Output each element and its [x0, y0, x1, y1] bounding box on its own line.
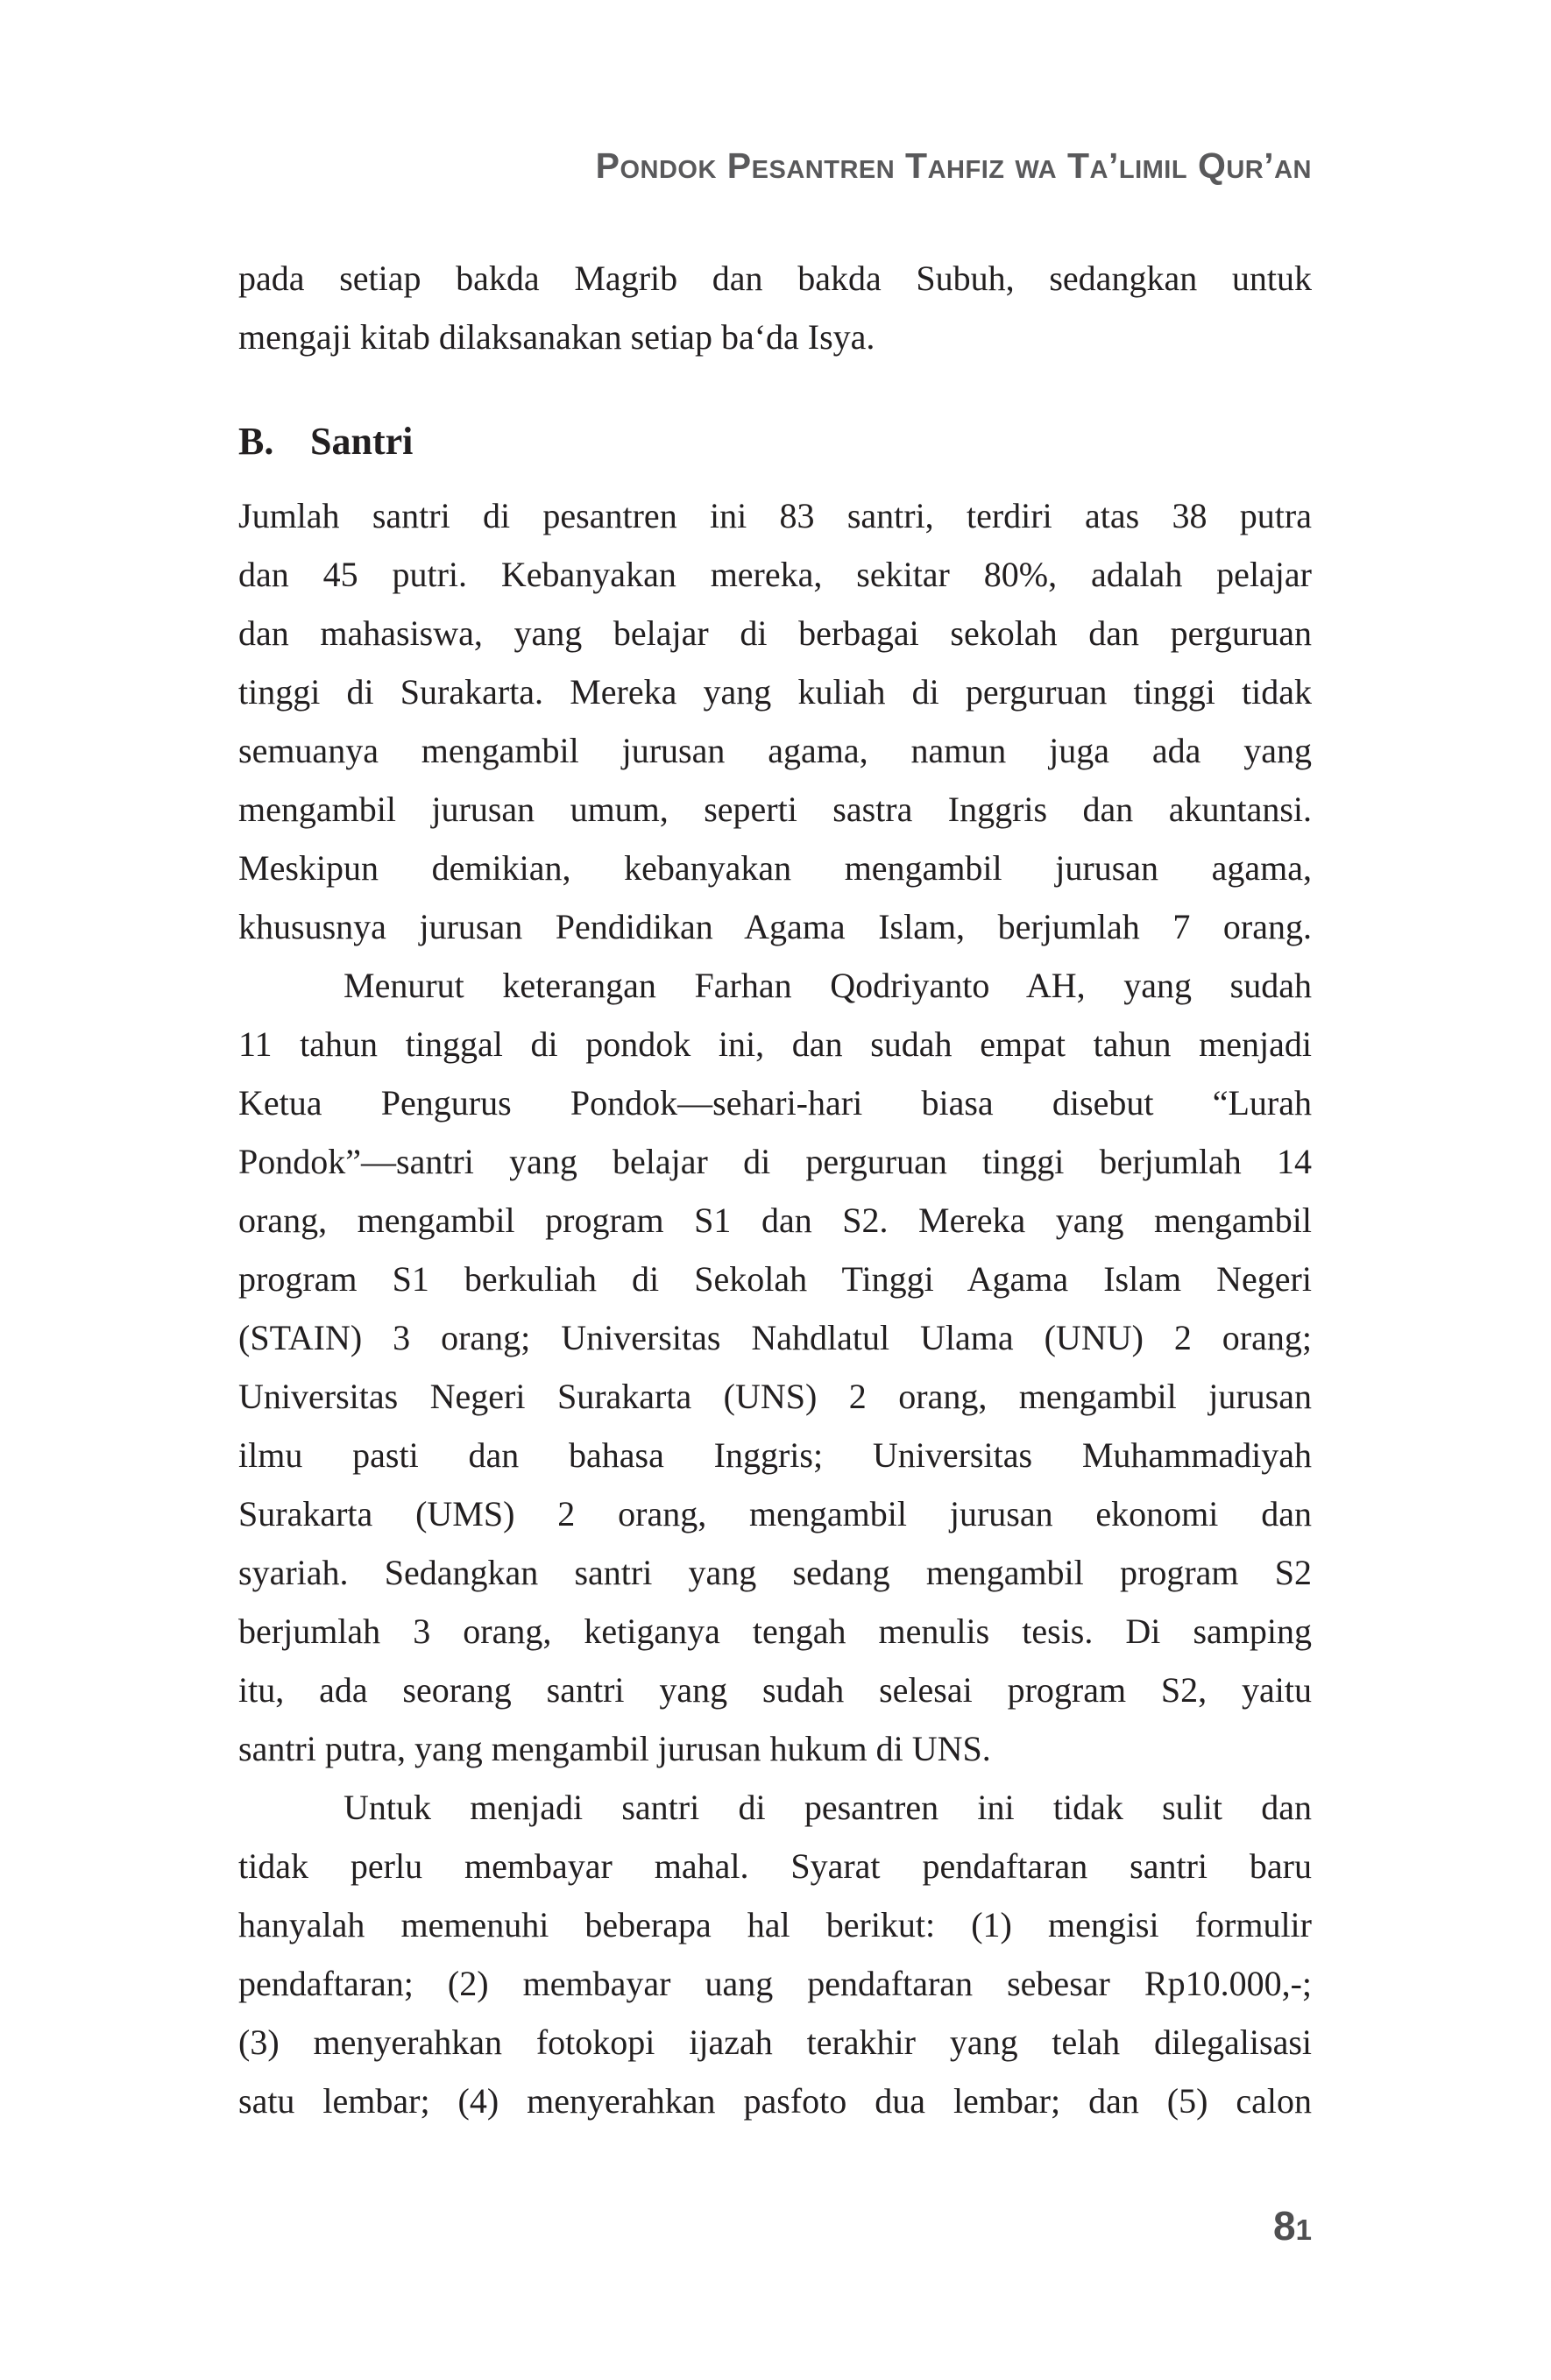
text-line: Menurut keterangan Farhan Qodriyanto AH, yang sudah — [343, 966, 1312, 1005]
text-line: Untuk menjadi santri di pesantren ini tidak sulit dan — [343, 1788, 1312, 1827]
text-line: Meskipun demikian, kebanyakan mengambil jurusan agama, — [238, 848, 1312, 888]
text-line: Pondok”—santri yang belajar di perguruan tinggi berjumlah 14 — [238, 1142, 1312, 1181]
text-line: satu lembar; (4) menyerahkan pasfoto dua lembar; dan (5) calon — [238, 2081, 1312, 2121]
text-line: program S1 berkuliah di Sekolah Tinggi Agama Islam Negeri — [238, 1259, 1312, 1299]
text-line: dan 45 putri. Kebanyakan mereka, sekitar 80%, adalah pelajar — [238, 555, 1312, 594]
text-line: 11 tahun tinggal di pondok ini, dan sudah empat tahun menjadi — [238, 1024, 1312, 1064]
text-line: semuanya mengambil jurusan agama, namun juga ada yang — [238, 731, 1312, 770]
paragraph — [238, 956, 1312, 1778]
text-line: Jumlah santri di pesantren ini 83 santri, terdiri atas 38 putra — [238, 496, 1312, 535]
paragraph — [238, 486, 1312, 956]
text-line: khususnya jurusan Pendidikan Agama Islam, berjumlah 7 orang. — [238, 907, 1312, 946]
text-line: Universitas Negeri Surakarta (UNS) 2 orang, mengambil jurusan — [238, 1377, 1312, 1416]
text-line: itu, ada seorang santri yang sudah selesai program S2, yaitu — [238, 1670, 1312, 1710]
text-line: berjumlah 3 orang, ketiganya tengah menulis tesis. Di samping — [238, 1611, 1312, 1651]
text-line: orang, mengambil program S1 dan S2. Mereka yang mengambil — [238, 1201, 1312, 1240]
text-line: tidak perlu membayar mahal. Syarat pendaftaran santri baru — [238, 1846, 1312, 1886]
text-line: pendaftaran; (2) membayar uang pendaftaran sebesar Rp10.000,-; — [238, 1964, 1312, 2003]
text-line: tinggi di Surakarta. Mereka yang kuliah di perguruan tinggi tidak — [238, 672, 1312, 712]
page-content — [238, 249, 1312, 2130]
text-line: hanyalah memenuhi beberapa hal berikut: (1) mengisi formulir — [238, 1905, 1312, 1944]
heading-title: Santri — [310, 420, 414, 463]
text-line: ilmu pasti dan bahasa Inggris; Universitas Muhammadiyah — [238, 1435, 1312, 1475]
text-line: mengaji kitab dilaksanakan setiap ba‘da Isya. — [238, 317, 875, 357]
text-line: Surakarta (UMS) 2 orang, mengambil jurusan ekonomi dan — [238, 1494, 1312, 1534]
text-line: pada setiap bakda Magrib dan bakda Subuh, sedangkan untuk — [238, 259, 1312, 298]
running-header: Pondok Pesantren Tahfiz wa Ta’limil Qur’an — [595, 145, 1312, 186]
text-line: (STAIN) 3 orang; Universitas Nahdlatul Ulama (UNU) 2 orang; — [238, 1318, 1312, 1357]
page-number: 81 — [1273, 2203, 1312, 2249]
text-line: Ketua Pengurus Pondok—sehari-hari biasa disebut “Lurah — [238, 1083, 1312, 1123]
text-line: syariah. Sedangkan santri yang sedang mengambil program S2 — [238, 1553, 1312, 1592]
paragraph — [238, 1778, 1312, 2130]
section-heading — [238, 412, 1312, 471]
text-line: santri putra, yang mengambil jurusan hukum di UNS. — [238, 1729, 991, 1768]
heading-number: B. — [238, 420, 274, 463]
text-line: (3) menyerahkan fotokopi ijazah terakhir yang telah dilegalisasi — [238, 2022, 1312, 2062]
text-line: dan mahasiswa, yang belajar di berbagai sekolah dan perguruan — [238, 613, 1312, 653]
text-line: mengambil jurusan umum, seperti sastra Inggris dan akuntansi. — [238, 790, 1312, 829]
paragraph — [238, 249, 1312, 366]
